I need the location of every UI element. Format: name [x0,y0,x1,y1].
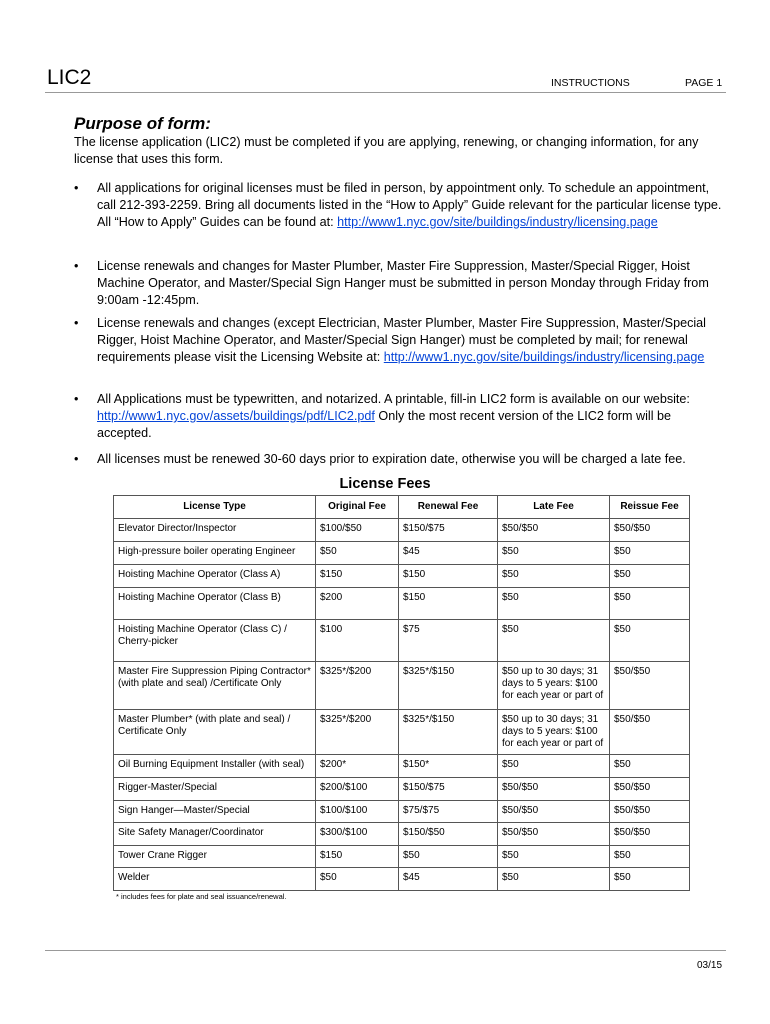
table-row [114,565,690,588]
table-cell: Elevator Director/Inspector [114,519,316,542]
bullet-icon: • [74,316,79,330]
table-cell: $50 [498,846,610,868]
table-cell: $50 [498,565,610,588]
table-cell: $325*/$150 [399,710,498,755]
table-cell: $50/$50 [498,801,610,823]
table-cell: $50 [610,620,690,662]
table-cell: $150/$50 [399,823,498,846]
table-cell: $50 [610,588,690,620]
table-cell: $150 [316,565,399,588]
purpose-title: Purpose of form: [74,114,211,133]
table-cell: High-pressure boiler operating Engineer [114,542,316,565]
table-cell: $50 [610,846,690,868]
table-cell: $50 [610,755,690,778]
bullet-link[interactable]: http://www1.nyc.gov/assets/buildings/pdf/LIC2.pdf [97,409,375,423]
table-cell: $50 [610,868,690,891]
table-cell: $50 [316,542,399,565]
column-header: Reissue Fee [610,496,690,519]
table-cell: $100 [316,620,399,662]
table-cell: $50 [498,620,610,662]
table-cell: $50/$50 [610,662,690,710]
page-number: PAGE 1 [685,77,723,89]
bullet-body-after: Only the most recent version of the LIC2 form will be accepted. [97,409,671,440]
bullet-icon: • [74,452,79,466]
bullet-body: All Applications must be typewritten, and notarized. A printable, fill-in LIC2 form is available on our website: [97,392,690,406]
table-cell: $50/$50 [498,823,610,846]
table-row [114,868,690,891]
form-code: LIC2 [47,66,92,89]
column-header: Original Fee [316,496,399,519]
fees-footnote: * includes fees for plate and seal issuance/renewal. [116,892,287,901]
bullet-body: All licenses must be renewed 30-60 days prior to expiration date, otherwise you will be charged a late fee. [97,452,686,466]
column-header: Renewal Fee [399,496,498,519]
bullet-text [97,391,722,442]
footer-divider [45,950,726,951]
table-cell: $50 [498,588,610,620]
table-cell: $45 [399,868,498,891]
table-cell: $100/$50 [316,519,399,542]
table-cell: Sign Hanger—Master/Special [114,801,316,823]
table-cell: $200/$100 [316,778,399,801]
bullet-text [97,180,722,231]
table-cell: $150 [399,588,498,620]
table-row [114,801,690,823]
table-cell: $50 [316,868,399,891]
column-header: License Type [114,496,316,519]
table-cell: $50/$50 [610,778,690,801]
bullet-icon: • [74,259,79,273]
header-divider [45,92,726,93]
table-cell: $100/$100 [316,801,399,823]
table-cell: $50 [610,565,690,588]
table-row [114,778,690,801]
table-cell: $75/$75 [399,801,498,823]
bullet-text [97,451,722,468]
table-cell: $75 [399,620,498,662]
table-cell: $50/$50 [610,710,690,755]
table-cell: Master Fire Suppression Piping Contractor* (with plate and seal) /Certificate Only [114,662,316,710]
bullet-body: License renewals and changes (except Electrician, Master Plumber, Master Fire Suppression, Master/Special Rigger, Hoist Machine Operator, and Master/Special Sign Hanger) must be completed by mail; for renewal requirements please visit the Licensing Website at: [97,316,706,364]
table-cell: Tower Crane Rigger [114,846,316,868]
bullet-link[interactable]: http://www1.nyc.gov/site/buildings/industry/licensing.page [337,215,658,229]
table-cell: $50/$50 [610,519,690,542]
table-cell: $50/$50 [610,823,690,846]
table-cell: Hoisting Machine Operator (Class B) [114,588,316,620]
table-cell: $150/$75 [399,778,498,801]
table-cell: $50 [498,868,610,891]
table-cell: $50 up to 30 days; 31 days to 5 years: $100 for each year or part of [498,710,610,755]
table-cell: $45 [399,542,498,565]
table-cell: $150* [399,755,498,778]
table-cell: $325*/$150 [399,662,498,710]
fees-table [113,495,690,891]
bullet-text [97,315,722,366]
table-cell: $50 [399,846,498,868]
table-cell: $50 up to 30 days; 31 days to 5 years: $100 for each year or part of [498,662,610,710]
table-cell: Oil Burning Equipment Installer (with seal) [114,755,316,778]
table-cell: Hoisting Machine Operator (Class C) / Cherry-picker [114,620,316,662]
fees-title: License Fees [339,476,431,492]
table-cell: $50/$50 [498,778,610,801]
table-cell: $325*/$200 [316,710,399,755]
table-cell: $200* [316,755,399,778]
revision-date: 03/15 [697,960,723,971]
table-row [114,662,690,710]
table-cell: Rigger-Master/Special [114,778,316,801]
table-row [114,710,690,755]
column-header: Late Fee [498,496,610,519]
table-cell: Hoisting Machine Operator (Class A) [114,565,316,588]
table-cell: Welder [114,868,316,891]
table-row [114,823,690,846]
table-cell: $150/$75 [399,519,498,542]
table-row [114,755,690,778]
bullet-icon: • [74,392,79,406]
table-row [114,542,690,565]
table-cell: $200 [316,588,399,620]
table-cell: $325*/$200 [316,662,399,710]
bullet-icon: • [74,181,79,195]
bullet-body: All applications for original licenses must be filed in person, by appointment only. To schedule an appointment, call 212-393-2259. Bring all documents listed in the “How to Apply” Guide relevant for the particular license type. All “How to Apply” Guides can be found at: [97,181,722,229]
table-cell: $50/$50 [610,801,690,823]
table-cell: $300/$100 [316,823,399,846]
table-cell: $150 [399,565,498,588]
table-cell: $150 [316,846,399,868]
table-row [114,519,690,542]
table-cell: Master Plumber* (with plate and seal) / Certificate Only [114,710,316,755]
bullet-body: License renewals and changes for Master Plumber, Master Fire Suppression, Master/Special Rigger, Hoist Machine Operator, and Master/Special Sign Hanger must be submitted in person Monday through Friday from 9:00am -12:45pm. [97,259,709,307]
bullet-text [97,258,722,309]
bullet-link[interactable]: http://www1.nyc.gov/site/buildings/industry/licensing.page [383,350,705,364]
table-row [114,588,690,620]
table-cell: Site Safety Manager/Coordinator [114,823,316,846]
purpose-intro: The license application (LIC2) must be completed if you are applying, renewing, or changing information, for any license that uses this form. [74,135,699,166]
table-cell: $50 [498,755,610,778]
table-cell: $50/$50 [498,519,610,542]
table-cell: $50 [498,542,610,565]
table-row [114,846,690,868]
table-cell: $50 [610,542,690,565]
table-row [114,620,690,662]
section-label: INSTRUCTIONS [551,77,630,89]
